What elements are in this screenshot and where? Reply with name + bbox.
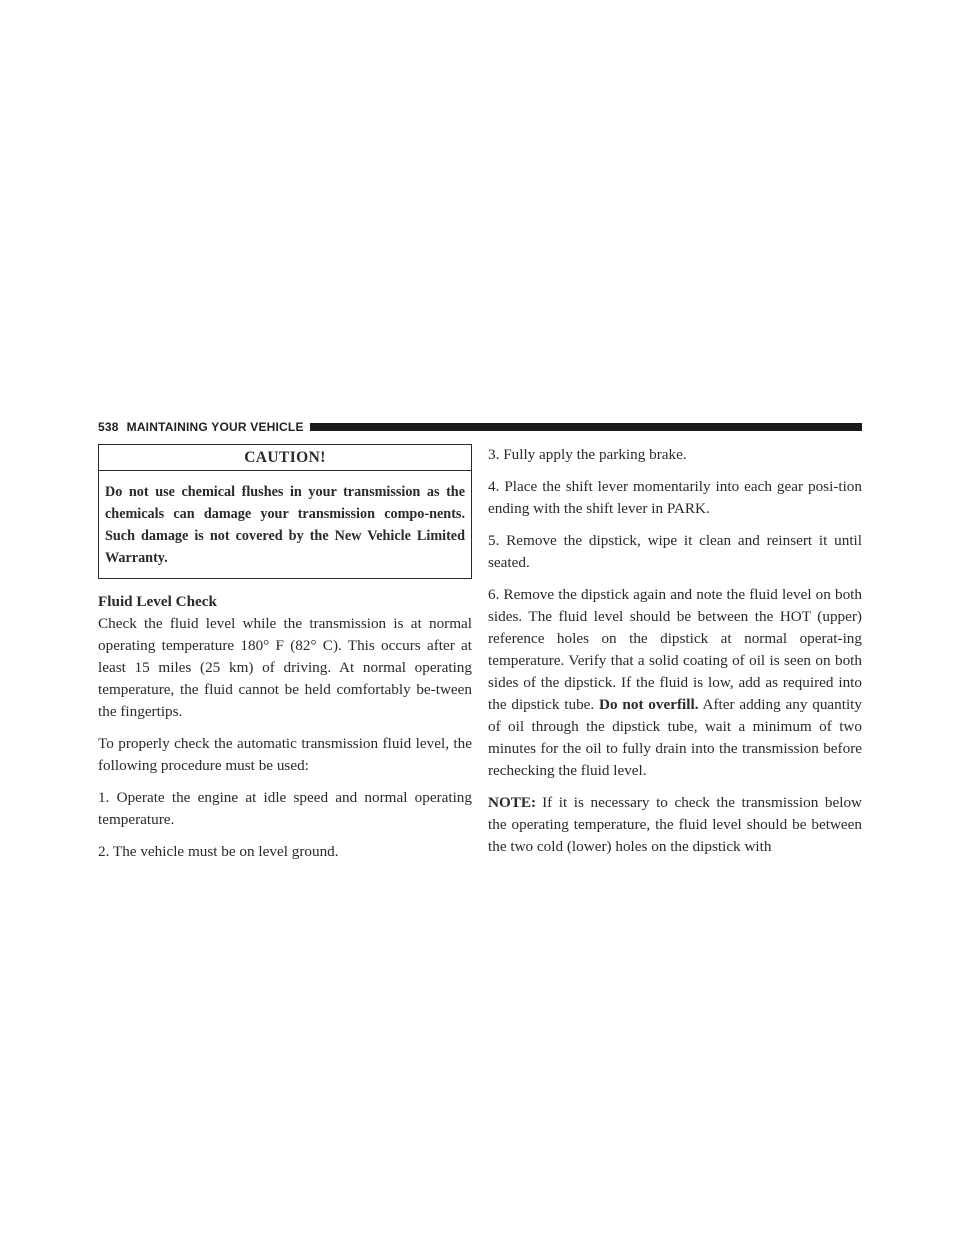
step-6: [488, 584, 862, 782]
section-title: MAINTAINING YOUR VEHICLE: [126, 420, 304, 434]
right-column: [488, 444, 862, 858]
step-4: 4. Place the shift lever momentarily into each gear posi-tion ending with the shift lever in PARK.: [488, 478, 862, 517]
step-6-continued: After adding any quantity of oil through the dipstick tube, wait a minimum of two minutes for the oil to fully drain into the transmission before rechecking the fluid level.: [488, 696, 862, 779]
subheading-fluid-level-check: Fluid Level Check: [98, 593, 217, 610]
paragraph-procedure-intro: To properly check the automatic transmission fluid level, the following procedure must be used:: [98, 735, 472, 774]
page-header: [98, 418, 862, 436]
step-2: 2. The vehicle must be on level ground.: [98, 843, 339, 860]
step-6-text: 6. Remove the dipstick again and note the fluid level on both sides. The fluid level should be between the HOT (upper) reference holes on the dipstick at normal operat-ing temperature. Verify that a solid coating of oil is seen on both sides of the dipstick. If the fluid is low, add as required into the dipstick tube.: [488, 586, 862, 713]
step-3: 3. Fully apply the parking brake.: [488, 446, 687, 463]
note-text: If it is necessary to check the transmission below the operating temperature, the fluid level should be between the two cold (lower) holes on the dipstick with: [488, 794, 862, 855]
do-not-overfill-warning: Do not overfill.: [599, 696, 699, 713]
caution-title: CAUTION!: [99, 445, 471, 471]
paragraph-operating-temperature: Check the fluid level while the transmission is at normal operating temperature 180° F (82° C). This occurs after at least 15 miles (25 km) of driving. At normal operating temperature, the fluid cannot be held comfortably be-tween the fingertips.: [98, 615, 472, 720]
caution-box: [98, 444, 472, 579]
note-paragraph: [488, 792, 862, 858]
caution-text: Do not use chemical flushes in your transmission as the chemicals can damage your transmission compo-nents. Such damage is not covered by the New Vehicle Limited Warranty.: [105, 484, 465, 566]
note-label: NOTE:: [488, 794, 537, 811]
page-number: 538: [98, 420, 119, 434]
step-1: 1. Operate the engine at idle speed and normal operating temperature.: [98, 789, 472, 828]
step-5: 5. Remove the dipstick, wipe it clean and reinsert it until seated.: [488, 532, 862, 571]
left-column: [98, 444, 472, 863]
header-rule: [310, 423, 862, 431]
